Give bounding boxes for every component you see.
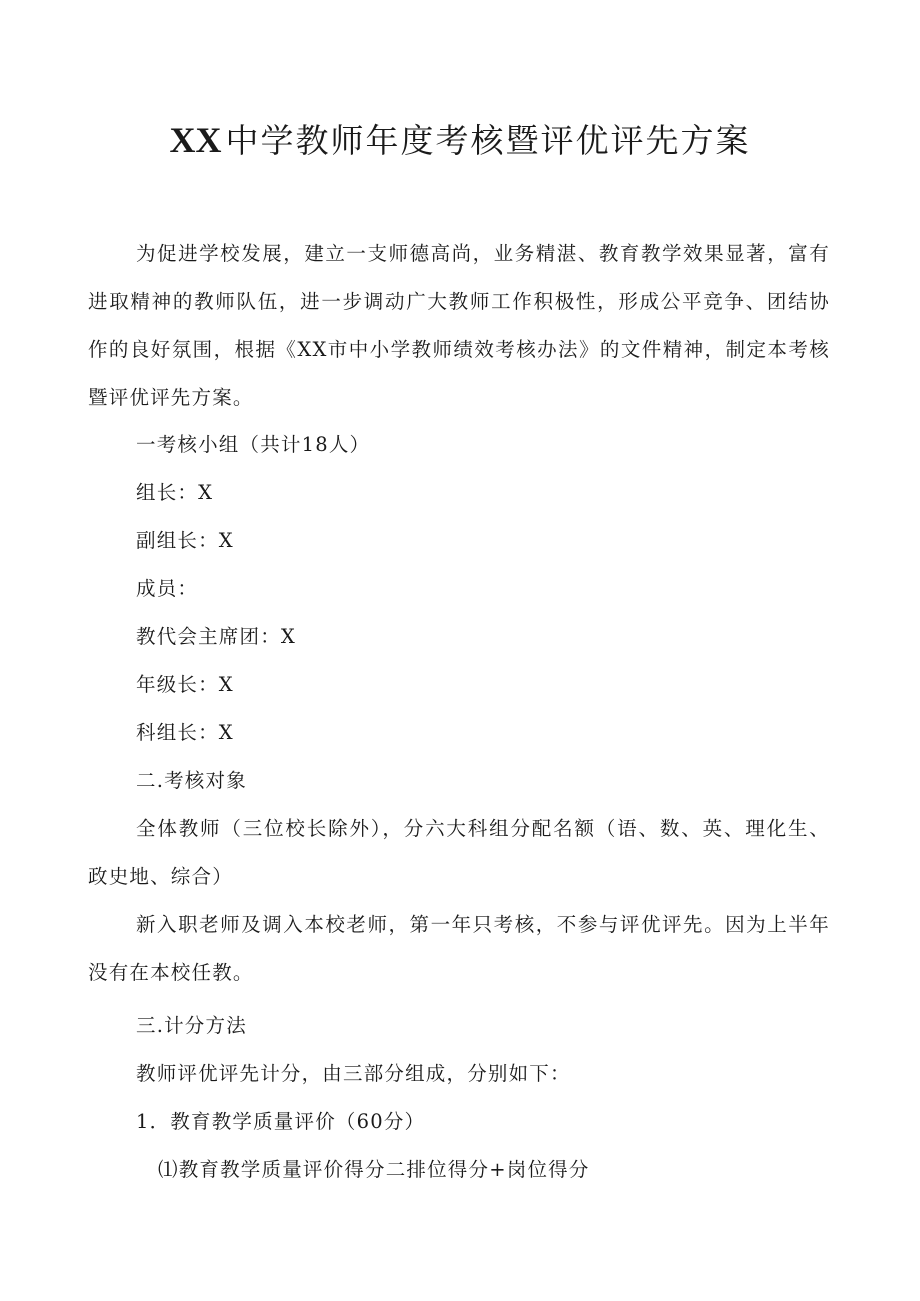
scoring-intro-line: 教师评优评先计分，由三部分组成，分别如下： xyxy=(136,1062,571,1085)
item1-line: 1．教育教学质量评价（60分） xyxy=(136,1110,426,1133)
leader-line: 组长：X xyxy=(136,481,214,504)
section2-heading: 二.考核对象 xyxy=(136,769,247,792)
section1-heading: 一考核小组（共计18人） xyxy=(136,433,371,456)
grade-head-line: 年级长：X xyxy=(136,673,234,696)
title-text: 中学教师年度考核暨评优评先方案 xyxy=(225,121,751,160)
intro-paragraph: 为促进学校发展，建立一支师德高尚，业务精湛、教育教学效果显著，富有进取精神的教师队伍，进一步调动广大教师工作积极性，形成公平竞争、团结协作的良好氛围，根据《XX市中小学教师绩效考核办法》的文件精神，制定本考核暨评优评先方案。 xyxy=(88,242,830,409)
targets-paragraph: 全体教师（三位校长除外），分六大科组分配名额（语、数、英、理化生、政史地、综合） xyxy=(88,817,830,888)
document-title xyxy=(0,114,920,167)
title-prefix: XX xyxy=(169,120,222,160)
item1-sub-line: ⑴教育教学质量评价得分二排位得分+岗位得分 xyxy=(158,1158,590,1181)
new-teachers-paragraph: 新入职老师及调入本校老师，第一年只考核，不参与评优评先。因为上半年没有在本校任教。 xyxy=(88,913,830,984)
presidium-line: 教代会主席团：X xyxy=(136,625,296,648)
section3-heading: 三.计分方法 xyxy=(136,1014,247,1037)
subject-head-line: 科组长：X xyxy=(136,721,234,744)
members-line: 成员： xyxy=(136,577,199,600)
vice-leader-line: 副组长：X xyxy=(136,529,234,552)
